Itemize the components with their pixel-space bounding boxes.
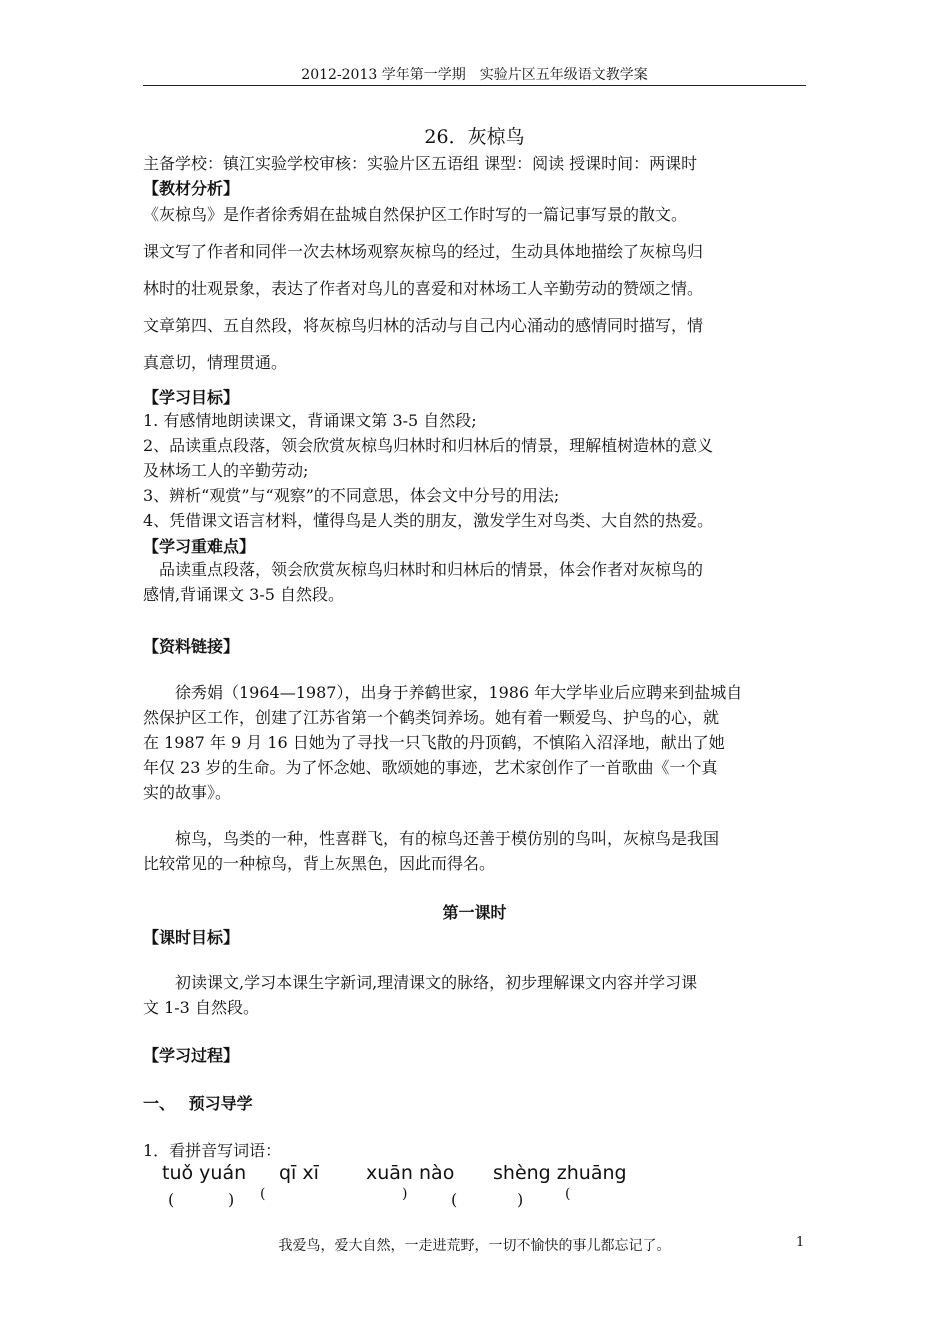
period-goal-line: 初读课文,学习本课生字新词,理清课文的脉络，初步理解课文内容并学习课: [143, 973, 698, 992]
heading-period-goal: 【课时目标】: [143, 928, 240, 947]
period-goal-paragraph: [143, 970, 809, 1020]
goals-list: [143, 408, 809, 533]
resource-line: 年仅 23 岁的生命。为了怀念她、歌颂她的事迹，艺术家创作了一首歌曲《一个真: [143, 758, 718, 777]
page-header: 2012-2013 学年第一学期 实验片区五年级语文教学案: [301, 67, 648, 83]
goal-item: 及林场工人的辛勤劳动;: [143, 461, 309, 480]
answer-paren-close: ): [228, 1190, 235, 1209]
answer-paren-open: (: [451, 1190, 458, 1209]
goal-item: 2、品读重点段落，领会欣赏灰椋鸟归林时和归林后的情景，理解植树造林的意义: [143, 436, 714, 455]
step-preview: 一、 预习导学: [143, 1094, 253, 1113]
answer-paren-open: (: [260, 1186, 266, 1202]
resource-line: 椋鸟，鸟类的一种，性喜群飞，有的椋鸟还善于模仿别的鸟叫，灰椋鸟是我国: [143, 829, 720, 848]
answer-paren-close: ): [402, 1186, 408, 1202]
analysis-line: 《灰椋鸟》是作者徐秀娟在盐城自然保护区工作时写的一篇记事写景的散文。: [143, 205, 688, 224]
lesson-period-title: 第一课时: [442, 903, 507, 922]
answer-paren-close: ): [517, 1190, 524, 1209]
difficulty-line: 感情,背诵课文 3-5 自然段。: [143, 585, 345, 604]
analysis-line: 文章第四、五自然段，将灰椋鸟归林的活动与自己内心涌动的感情同时描写，情: [143, 316, 704, 335]
header-divider: [143, 85, 806, 86]
lesson-title: 26．灰椋鸟: [424, 126, 525, 148]
heading-goals: 【学习目标】: [143, 388, 240, 407]
difficulty-paragraph: [143, 557, 809, 607]
footer-quote: 我爱鸟，爱大自然，一走进荒野，一切不愉快的事儿都忘记了。: [278, 1238, 671, 1254]
exercise-prompt: 1．看拼音写词语：: [143, 1141, 282, 1160]
heading-difficulty: 【学习重难点】: [143, 537, 256, 556]
answer-paren-open: (: [565, 1186, 571, 1202]
difficulty-line: 品读重点段落，领会欣赏灰椋鸟归林时和归林后的情景，体会作者对灰椋鸟的: [143, 560, 704, 579]
lesson-meta: 主备学校：镇江实验学校审核：实验片区五语组 课型：阅读 授课时间：两课时: [143, 154, 698, 173]
heading-resources: 【资料链接】: [143, 637, 240, 656]
pinyin-word: tuǒ yuán: [162, 1162, 247, 1184]
resource-line: 然保护区工作，创建了江苏省第一个鹤类饲养场。她有着一颗爱鸟、护鸟的心，就: [143, 708, 720, 727]
analysis-paragraph: [143, 196, 809, 381]
analysis-line: 林时的壮观景象，表达了作者对鸟儿的喜爱和对林场工人辛勤劳动的赞颂之情。: [143, 279, 704, 298]
goal-item: 4、凭借课文语言材料，懂得鸟是人类的朋友，激发学生对鸟类、大自然的热爱。: [143, 511, 714, 530]
analysis-line: 课文写了作者和同伴一次去林场观察灰椋鸟的经过，生动具体地描绘了灰椋鸟归: [143, 242, 704, 261]
resources-paragraph-2: [143, 826, 809, 876]
heading-process: 【学习过程】: [143, 1046, 240, 1065]
goal-item: 1. 有感情地朗读课文，背诵课文第 3-5 自然段;: [143, 411, 477, 430]
resource-line: 实的故事》。: [143, 783, 232, 802]
period-goal-line: 文 1-3 自然段。: [143, 998, 259, 1017]
analysis-line: 真意切，情理贯通。: [143, 353, 288, 372]
pinyin-word: xuān nào: [366, 1162, 455, 1184]
resource-line: 徐秀娟（1964—1987），出身于养鹤世家，1986 年大学毕业后应聘来到盐城自: [143, 683, 743, 702]
goal-item: 3、辨析“观赏”与“观察”的不同意思，体会文中分号的用法;: [143, 486, 560, 505]
pinyin-word: qī xī: [279, 1162, 319, 1184]
page-number: 1: [796, 1235, 805, 1250]
resource-line: 在 1987 年 9 月 16 日她为了寻找一只飞散的丹顶鹤，不慎陷入沼泽地，献出了她: [143, 733, 725, 752]
answer-paren-open: (: [168, 1190, 175, 1209]
resource-line: 比较常见的一种椋鸟，背上灰黑色，因此而得名。: [143, 854, 496, 873]
pinyin-word: shèng zhuāng: [493, 1162, 627, 1184]
resources-paragraph-1: [143, 680, 809, 805]
heading-analysis: 【教材分析】: [143, 179, 240, 198]
